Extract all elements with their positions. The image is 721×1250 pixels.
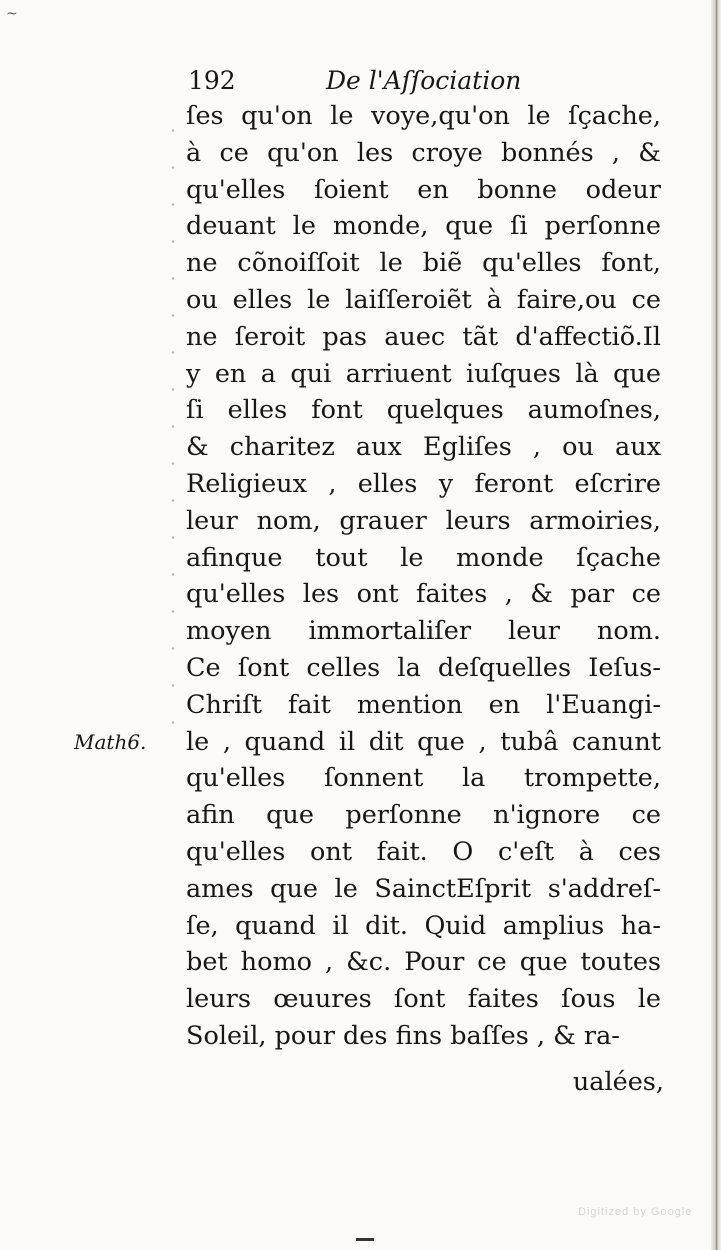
text-line: bet homo , &c. Pour ce que toutes bbox=[186, 947, 661, 978]
running-title: De l'Aſſociation bbox=[326, 66, 522, 95]
text-line: moyen immortaliſer leur nom. bbox=[186, 616, 661, 647]
text-line: ne cõnoiſſoit le biẽ qu'elles font, bbox=[186, 248, 661, 279]
watermark: Digitized by Google bbox=[578, 1206, 693, 1218]
text-line: à ce qu'on les croye bonnés , & bbox=[186, 137, 661, 168]
text-line: ne ſeroit pas auec tãt d'affectiõ.Il bbox=[186, 321, 661, 352]
text-line: qu'elles ſoient en bonne odeur bbox=[186, 174, 661, 205]
body-text bbox=[186, 98, 661, 1055]
page-number: 192 bbox=[188, 66, 236, 95]
text-line: leur nom, grauer leurs armoiries, bbox=[186, 505, 661, 536]
text-line: qu'elles les ont faites , & par ce bbox=[186, 579, 661, 610]
text-line: Ce ſont celles la deſquelles Ieſus- bbox=[186, 652, 661, 683]
text-line: qu'elles ſonnent la trompette, bbox=[186, 763, 661, 794]
text-line: Soleil, pour des fins baſſes , & ra- bbox=[186, 1020, 620, 1051]
text-line: ſi elles font quelques aumoſnes, bbox=[186, 395, 661, 426]
text-line: Chriſt fait mention en l'Euangi- bbox=[186, 689, 661, 720]
text-line: ou elles le laiſſeroiẽt à faire,ou ce bbox=[186, 284, 661, 315]
text-line: le , quand il dit que , tubâ canunt bbox=[186, 726, 661, 757]
catchword: ualées, bbox=[572, 1067, 664, 1097]
bottom-mark bbox=[356, 1238, 374, 1241]
text-line: ſe, quand il dit. Quid amplius ha- bbox=[186, 910, 661, 941]
text-line: ames que le SainctEſprit s'addreſ- bbox=[186, 873, 661, 904]
gutter-ink-specks bbox=[168, 112, 178, 732]
page-edge-shadow bbox=[711, 0, 721, 1250]
text-line: y en a qui arriuent iuſques là que bbox=[186, 358, 661, 389]
text-line: ſes qu'on le voye,qu'on le ſçache, bbox=[186, 101, 661, 131]
text-line: afinque tout le monde ſçache bbox=[186, 542, 661, 573]
page-header bbox=[176, 64, 596, 98]
text-line: afin que perſonne n'ignore ce bbox=[186, 800, 661, 831]
text-line: deuant le monde, que ſi perſonne bbox=[186, 211, 661, 242]
text-line: qu'elles ont fait. O c'eſt à ces bbox=[186, 836, 661, 867]
margin-note: Math6. bbox=[74, 730, 147, 754]
text-line: Religieux , elles y feront eſcrire bbox=[186, 468, 661, 499]
ink-blot-mark: ~ bbox=[6, 6, 16, 22]
text-line: leurs œuures ſont faites ſous le bbox=[186, 984, 661, 1015]
text-line: & charitez aux Egliſes , ou aux bbox=[186, 432, 661, 463]
